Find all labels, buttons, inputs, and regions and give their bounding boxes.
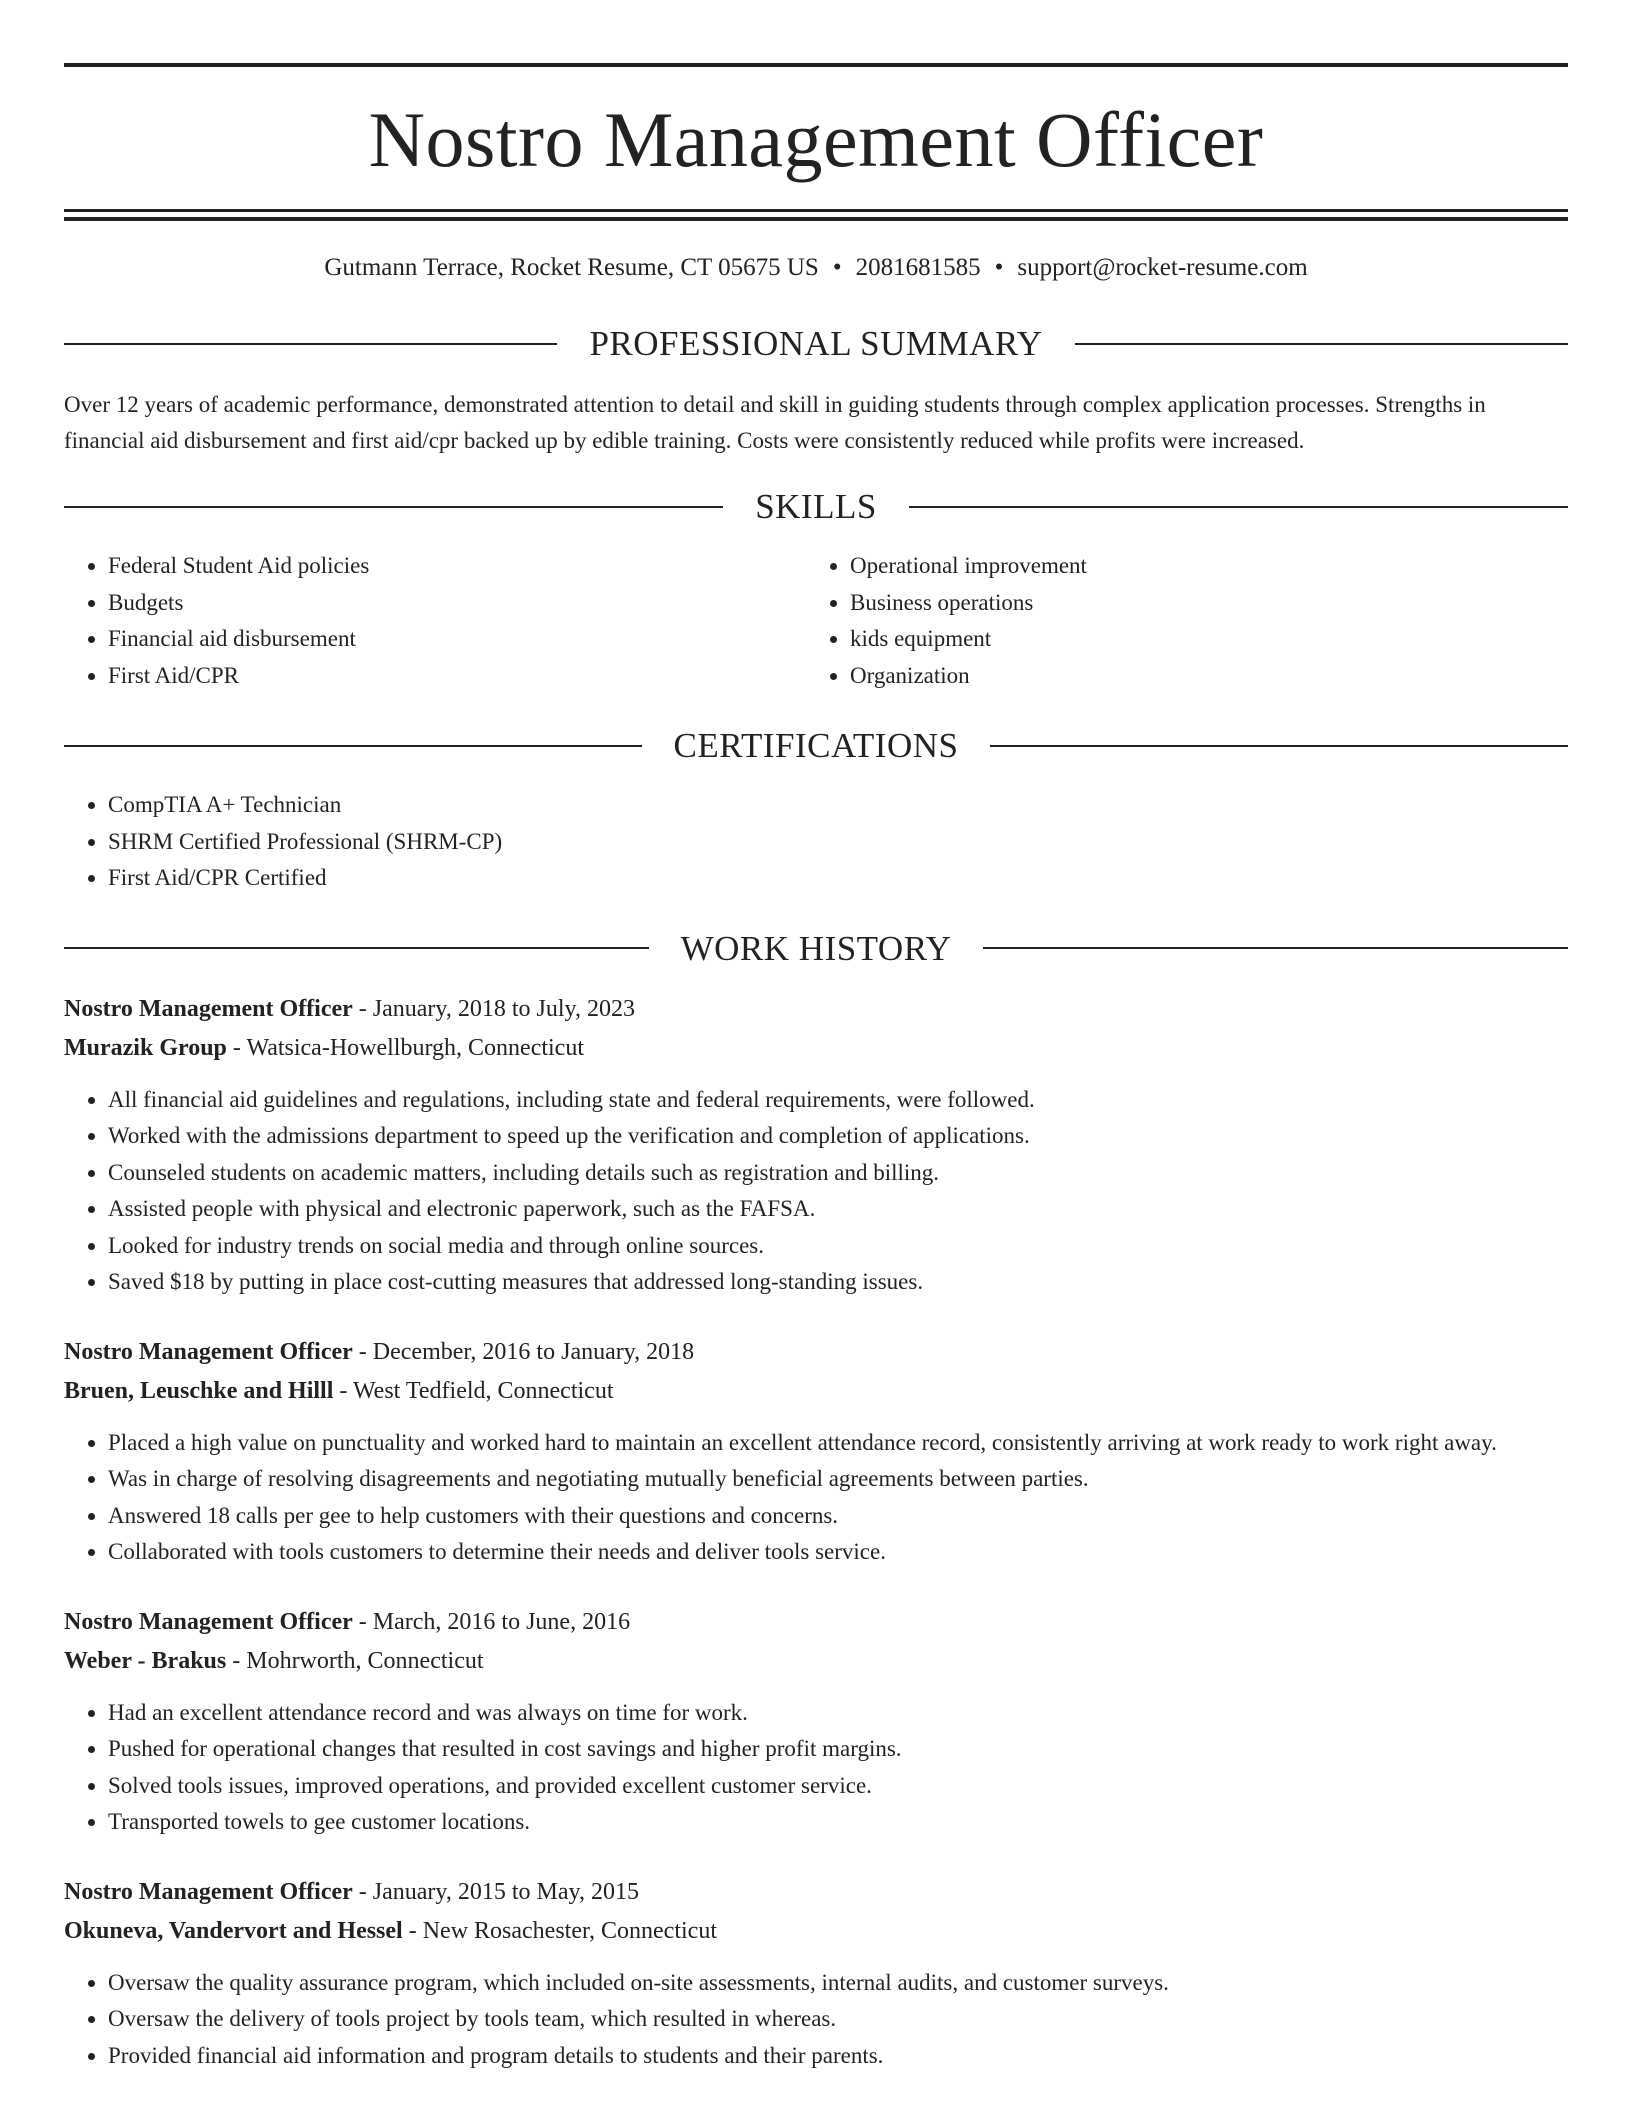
resume-name: Nostro Management Officer [368, 96, 1264, 183]
job-bullet: • Oversaw the delivery of tools project by tools team, which resulted in whereas. [108, 2001, 1568, 2038]
contact-address: Gutmann Terrace, Rocket Resume, CT 05675 US [324, 254, 819, 281]
job-company-line [64, 1912, 1568, 1951]
skill-item: • Federal Student Aid policies [108, 548, 806, 585]
job-dates: - March, 2016 to June, 2016 [352, 1608, 631, 1635]
section-rule-left [64, 745, 642, 747]
skill-item: • Operational improvement [850, 548, 1548, 585]
job-bullet: • Saved $18 by putting in place cost-cutting measures that addressed long-standing issues. [108, 1264, 1568, 1301]
section-title-work-history: WORK HISTORY [680, 928, 952, 968]
job-entry [64, 990, 1568, 1301]
skills-list-left [64, 548, 806, 694]
job-role: Nostro Management Officer [64, 1608, 353, 1635]
contact-phone: 2081681585 [855, 254, 981, 281]
job-entry [64, 1333, 1568, 1571]
job-company-line [64, 1372, 1568, 1411]
job-bullet: • Answered 18 calls per gee to help customers with their questions and concerns. [108, 1498, 1568, 1535]
job-location: - Mohrworth, Connecticut [226, 1647, 484, 1674]
job-role: Nostro Management Officer [64, 1338, 353, 1365]
contact-separator: • [994, 254, 1004, 281]
job-company: Okuneva, Vandervort and Hessel [64, 1917, 403, 1944]
skill-item: • Financial aid disbursement [108, 621, 806, 658]
certifications-list [64, 787, 1568, 897]
contact-email: support@rocket-resume.com [1017, 254, 1308, 281]
job-bullet: • Oversaw the quality assurance program, which included on-site assessments, internal audits, and customer surveys. [108, 1965, 1568, 2002]
job-entry [64, 1873, 1568, 2075]
job-bullet: • Was in charge of resolving disagreements and negotiating mutually beneficial agreements between parties. [108, 1461, 1568, 1498]
job-title-line [64, 990, 1568, 1029]
job-role: Nostro Management Officer [64, 1878, 353, 1905]
section-header-skills [64, 489, 1568, 524]
resume-page [64, 0, 1568, 2074]
section-rule-right [983, 947, 1568, 949]
job-bullet: • Pushed for operational changes that resulted in cost savings and higher profit margins. [108, 1731, 1568, 1768]
section-rule-right [990, 745, 1568, 747]
job-bullet: • Looked for industry trends on social media and through online sources. [108, 1228, 1568, 1265]
section-title-skills: SKILLS [755, 487, 877, 526]
job-location: - New Rosachester, Connecticut [402, 1917, 717, 1944]
section-title-summary: PROFESSIONAL SUMMARY [589, 324, 1043, 363]
job-dates: - December, 2016 to January, 2018 [352, 1338, 695, 1365]
job-company: Murazik Group [64, 1034, 227, 1061]
job-title-line [64, 1603, 1568, 1642]
skill-item: • kids equipment [850, 621, 1548, 658]
job-entry [64, 1603, 1568, 1841]
job-bullet: • Collaborated with tools customers to determine their needs and deliver tools service. [108, 1534, 1568, 1571]
job-bullet: • Assisted people with physical and electronic paperwork, such as the FAFSA. [108, 1191, 1568, 1228]
section-title-certifications: CERTIFICATIONS [673, 726, 959, 765]
contact-separator: • [832, 254, 842, 281]
job-bullets [64, 1082, 1568, 1301]
job-company-line [64, 1029, 1568, 1068]
job-bullet: • Solved tools issues, improved operations, and provided excellent customer service. [108, 1768, 1568, 1805]
job-title-line [64, 1873, 1568, 1912]
job-location: - Watsica-Howellburgh, Connecticut [226, 1034, 584, 1061]
section-rule-left [64, 506, 723, 508]
skill-item: • Organization [850, 658, 1548, 695]
section-header-work-history [64, 928, 1568, 968]
job-bullet: • Transported towels to gee customer locations. [108, 1804, 1568, 1841]
job-bullet: • Counseled students on academic matters, including details such as registration and billing. [108, 1155, 1568, 1192]
summary-text: Over 12 years of academic performance, demonstrated attention to detail and skill in guiding students through complex application processes. Strengths in financial aid disbursement and first aid/cpr backed up by edible training. Costs were consistently reduced while profits were increased. [64, 392, 1486, 453]
job-bullets [64, 1965, 1568, 2075]
section-header-certifications [64, 728, 1568, 763]
job-bullets [64, 1425, 1568, 1571]
header-top-rule [64, 63, 1568, 67]
section-rule-left [64, 947, 649, 949]
job-bullet: • Placed a high value on punctuality and worked hard to maintain an excellent attendance record, consistently arriving at work ready to work right away. [108, 1425, 1568, 1462]
job-bullet: • Provided financial aid information and program details to students and their parents. [108, 2038, 1568, 2075]
job-company: Weber - Brakus [64, 1647, 227, 1674]
job-dates: - January, 2018 to July, 2023 [352, 995, 635, 1022]
section-rule-right [1075, 343, 1568, 345]
job-role: Nostro Management Officer [64, 995, 353, 1022]
skills-columns [64, 548, 1568, 694]
section-rule-left [64, 343, 557, 345]
job-location: - West Tedfield, Connecticut [333, 1377, 614, 1404]
section-rule-right [909, 506, 1568, 508]
certification-item: • SHRM Certified Professional (SHRM-CP) [108, 824, 1568, 861]
header-double-rule [64, 209, 1568, 221]
skills-column-right [806, 548, 1548, 694]
certification-item: • First Aid/CPR Certified [108, 860, 1568, 897]
skill-item: • Budgets [108, 585, 806, 622]
section-header-summary [64, 326, 1568, 361]
job-dates: - January, 2015 to May, 2015 [352, 1878, 639, 1905]
certifications-block [64, 787, 1568, 897]
skill-item: • Business operations [850, 585, 1548, 622]
contact-line [64, 255, 1568, 280]
job-bullet: • Had an excellent attendance record and was always on time for work. [108, 1695, 1568, 1732]
skill-item: • First Aid/CPR [108, 658, 806, 695]
skills-column-left [64, 548, 806, 694]
skills-list-right [806, 548, 1548, 694]
job-title-line [64, 1333, 1568, 1372]
job-bullet: • Worked with the admissions department to speed up the verification and completion of applications. [108, 1118, 1568, 1155]
job-company-line [64, 1642, 1568, 1681]
job-bullet: • All financial aid guidelines and regulations, including state and federal requirements, were followed. [108, 1082, 1568, 1119]
job-bullets [64, 1695, 1568, 1841]
certification-item: • CompTIA A+ Technician [108, 787, 1568, 824]
job-company: Bruen, Leuschke and Hilll [64, 1377, 334, 1404]
